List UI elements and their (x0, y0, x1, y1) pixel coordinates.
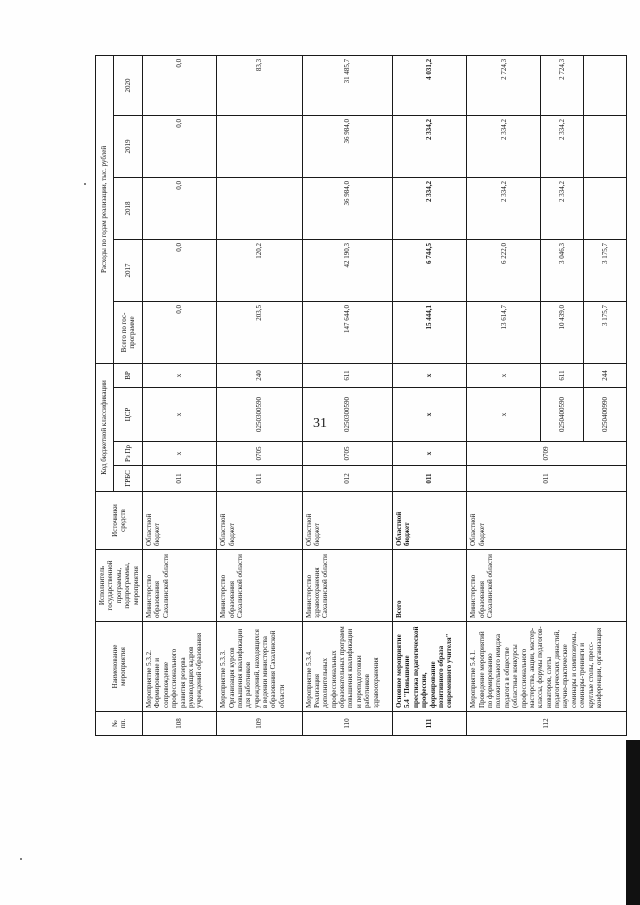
header-expenses-group: Расходы по годам реализации, тыс. рублей (96, 55, 114, 363)
header-total: Всего по гос-программе (113, 301, 142, 363)
header-vr: ВР (113, 363, 142, 387)
row-number: 109 (217, 712, 302, 736)
row-executor: Министерство образования Сахалинской области (467, 550, 627, 622)
header-csr: ЦСР (113, 388, 142, 442)
row-number: 108 (142, 712, 216, 736)
header-year-2017: 2017 (113, 239, 142, 301)
row-name: Мероприятие 5.4.1. Проведение мероприятий по формированию положительного имиджа педагога в обществе (областные конкурсы профессионального мастерства, акции, мастер-классы, форумы педагогов-новаторов, слеты педагогических династий, научно-практические семинары и симпозиумы, семинары-тренинги и круглые столы, пресс-конференции, организация (467, 622, 627, 712)
row-total: 0,0 (142, 301, 216, 363)
row-rzpr: 0705 (217, 442, 302, 466)
row-csr: 0250300590 (217, 388, 302, 442)
scan-speck (20, 858, 22, 860)
row-name: Мероприятие 5.3.3. Организация курсов повышения квалификации для работников учреждений, находящихся в ведении министерства образования Сахалинской области (217, 622, 302, 712)
header-grbs: ГРБС (113, 466, 142, 492)
row-executor: Всего (393, 550, 467, 622)
header-executor: Исполнитель государственной программы, подпрограммы, мероприятия (96, 550, 143, 622)
header-rzpr: Рз Пр (113, 442, 142, 466)
scan-edge-shadow (626, 740, 640, 905)
row-csr: x (393, 388, 467, 442)
row-total: 13 614,7 (467, 301, 541, 363)
row-2020: 31 485,7 (302, 55, 392, 115)
row-source: Областной бюджет (393, 492, 467, 550)
row-executor: Министерство образования Сахалинской области (217, 550, 302, 622)
row-grbs: 011 (217, 466, 302, 492)
row-2020: 83,3 (217, 55, 302, 115)
row-vr: x (467, 363, 541, 387)
budget-table (95, 56, 615, 736)
row-number: 110 (302, 712, 392, 736)
page-number: 31 (313, 416, 327, 431)
row-2019: 36 984,0 (302, 115, 392, 177)
row-number: 112 (467, 712, 627, 736)
subrow-vr: 244 (584, 363, 627, 387)
row-csr: x (467, 388, 541, 442)
row-executor: Министерство образования Сахалинской области (142, 550, 216, 622)
header-year-2020: 2020 (113, 55, 142, 115)
row-2019: 2 334,2 (467, 115, 541, 177)
scan-speck (84, 183, 86, 185)
row-2018: 2 334,2 (467, 177, 541, 239)
row-csr: 0250300590 (302, 388, 392, 442)
row-number: 111 (393, 712, 467, 736)
row-vr: x (142, 363, 216, 387)
subrow-csr: 0250400590 (541, 388, 584, 442)
subrow-2018: 2 334,2 (541, 177, 584, 239)
subrow-2019 (584, 115, 627, 177)
row-source: Областной бюджет (302, 492, 392, 550)
row-name: Основное мероприятие 5.4 "Повышение престижа педагогической профессии, формирование позитивного образа современного учителя" (393, 622, 467, 712)
row-2020: 2 724,3 (467, 55, 541, 115)
row-grbs: 012 (302, 466, 392, 492)
row-rzpr: 0709 (467, 442, 627, 466)
row-2017: 6 222,0 (467, 239, 541, 301)
row-total: 147 644,0 (302, 301, 392, 363)
row-vr: x (393, 363, 467, 387)
row-name: Мероприятие 5.3.2. Формирование и сопровождение профессионального развития резерва руководящих кадров учреждений образования (142, 622, 216, 712)
row-2018: 2 334,2 (393, 177, 467, 239)
row-2018: 36 984,0 (302, 177, 392, 239)
subrow-2017: 3 046,3 (541, 239, 584, 301)
table-row-111 (393, 55, 467, 735)
row-vr: 240 (217, 363, 302, 387)
subrow-vr: 611 (541, 363, 584, 387)
header-codes-group: Код бюджетной классификации (96, 363, 114, 491)
row-grbs: 011 (393, 466, 467, 492)
subrow-2017: 3 175,7 (584, 239, 627, 301)
row-name: Мероприятие 5.3.4. Реализация дополнительных профессиональных образовательных программ повышения квалификации и переподготовки работников здравоохранения (302, 622, 392, 712)
table-row-109 (217, 55, 302, 735)
table-row-108 (142, 55, 216, 735)
row-source: Областной бюджет (467, 492, 627, 550)
subrow-total: 3 175,7 (584, 301, 627, 363)
row-grbs: 011 (467, 466, 627, 492)
subrow-2018 (584, 177, 627, 239)
row-2018 (217, 177, 302, 239)
subrow-csr: 0250400990 (584, 388, 627, 442)
row-2020: 4 031,2 (393, 55, 467, 115)
row-executor: Министерство здравоохранения Сахалинской области (302, 550, 392, 622)
row-2019: 2 334,2 (393, 115, 467, 177)
row-rzpr: x (142, 442, 216, 466)
header-source: Источники средств (96, 492, 143, 550)
header-no: № пп. (96, 712, 143, 736)
row-total: 15 444,1 (393, 301, 467, 363)
subrow-2019: 2 334,2 (541, 115, 584, 177)
table-row-110 (302, 55, 392, 735)
row-total: 203,5 (217, 301, 302, 363)
row-rzpr: x (393, 442, 467, 466)
table-row-112 (467, 55, 541, 735)
row-2017: 6 744,5 (393, 239, 467, 301)
header-name: Наименование мероприятия (96, 622, 143, 712)
row-2017: 42 190,3 (302, 239, 392, 301)
header-year-2019: 2019 (113, 115, 142, 177)
row-2017: 0,0 (142, 239, 216, 301)
row-source: Областной бюджет (217, 492, 302, 550)
subrow-total: 10 439,0 (541, 301, 584, 363)
row-2017: 120,2 (217, 239, 302, 301)
row-2020: 0,0 (142, 55, 216, 115)
row-rzpr: 0705 (302, 442, 392, 466)
row-2018: 0,0 (142, 177, 216, 239)
row-2019 (217, 115, 302, 177)
row-grbs: 011 (142, 466, 216, 492)
row-vr: 611 (302, 363, 392, 387)
row-csr: x (142, 388, 216, 442)
subrow-2020 (584, 55, 627, 115)
header-year-2018: 2018 (113, 177, 142, 239)
row-source: Областной бюджет (142, 492, 216, 550)
row-2019: 0,0 (142, 115, 216, 177)
subrow-2020: 2 724,3 (541, 55, 584, 115)
